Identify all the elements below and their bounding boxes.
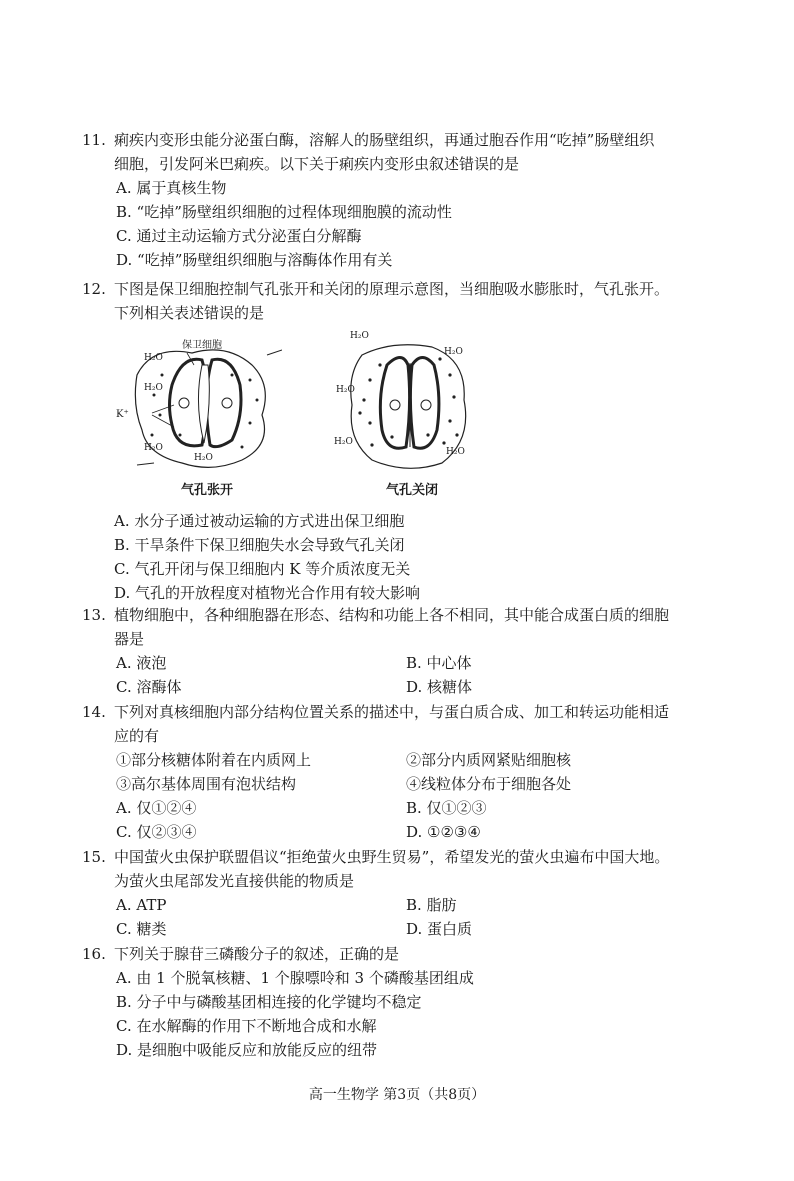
stoma-open-figure xyxy=(116,335,282,498)
question-stem: 应的有 xyxy=(114,727,160,745)
stoma-closed-figure xyxy=(334,331,482,498)
question-stem: 细胞，引发阿米巴痢疾。以下关于痢疾内变形虫叙述错误的是 xyxy=(114,155,520,173)
question-stem: 为萤火虫尾部发光直接供能的物质是 xyxy=(114,872,355,890)
option-a: A. 液泡 xyxy=(116,654,167,672)
option-b: B. “吃掉”肠壁组织细胞的过程体现细胞膜的流动性 xyxy=(116,203,452,221)
option-c: C. 糖类 xyxy=(116,920,167,938)
option-a: A. 由 1 个脱氧核糖、1 个腺嘌呤和 3 个磷酸基团组成 xyxy=(116,969,474,987)
option-c: C. 仅②③④ xyxy=(116,823,197,841)
option-b: B. 脂肪 xyxy=(406,896,457,914)
option-c: C. 在水解酶的作用下不断地合成和水解 xyxy=(116,1017,377,1035)
statement-3: ③高尔基体周围有泡状结构 xyxy=(116,775,297,793)
question-number: 13. xyxy=(82,606,106,624)
question-stem: 下列相关表述错误的是 xyxy=(114,304,265,322)
option-d: D. 蛋白质 xyxy=(406,920,473,938)
question-number: 14. xyxy=(82,703,106,721)
option-b: B. 中心体 xyxy=(406,654,472,672)
statement-2: ②部分内质网紧贴细胞核 xyxy=(406,751,572,769)
water-label: H₂O xyxy=(350,331,369,341)
water-label: H₂O xyxy=(144,383,163,393)
potassium-label: K⁺ xyxy=(116,409,129,420)
question-stem: 中国萤火虫保护联盟倡议“拒绝萤火虫野生贸易”，希望发光的萤火虫遍布中国大地。 xyxy=(114,848,670,866)
question-stem: 植物细胞中，各种细胞器在形态、结构和功能上各不相同，其中能合成蛋白质的细胞 xyxy=(114,606,670,624)
option-a: A. ATP xyxy=(116,896,167,914)
question-stem: 器是 xyxy=(114,630,145,648)
option-b: B. 分子中与磷酸基团相连接的化学键均不稳定 xyxy=(116,993,422,1011)
question-11 xyxy=(82,128,722,272)
stomata-figure xyxy=(116,331,722,498)
option-b: B. 仅①②③ xyxy=(406,799,487,817)
option-a: A. 水分子通过被动运输的方式进出保卫细胞 xyxy=(114,512,405,530)
question-number: 16. xyxy=(82,945,106,963)
question-stem: 下图是保卫细胞控制气孔张开和关闭的原理示意图，当细胞吸水膨胀时，气孔张开。 xyxy=(114,280,670,298)
figure-caption-closed: 气孔关闭 xyxy=(385,483,438,498)
option-d: D. 是细胞中吸能反应和放能反应的纽带 xyxy=(116,1041,378,1059)
question-14 xyxy=(82,700,722,844)
option-c: C. 通过主动运输方式分泌蛋白分解酶 xyxy=(116,227,362,245)
question-12 xyxy=(82,277,722,605)
water-label: H₂O xyxy=(336,385,355,395)
question-16 xyxy=(82,942,722,1062)
option-c: C. 气孔开闭与保卫细胞内 K 等介质浓度无关 xyxy=(114,560,411,578)
page-footer: 高一生物学 第3页（共8页） xyxy=(308,1087,486,1103)
question-number: 15. xyxy=(82,848,106,866)
figure-caption-open: 气孔张开 xyxy=(180,483,233,498)
question-stem: 痢疾内变形虫能分泌蛋白酶，溶解人的肠壁组织，再通过胞吞作用“吃掉”肠壁组织 xyxy=(114,131,655,149)
water-label: H₂O xyxy=(444,347,463,357)
option-c: C. 溶酶体 xyxy=(116,678,182,696)
option-b: B. 干旱条件下保卫细胞失水会导致气孔关闭 xyxy=(114,536,405,554)
option-d: D. ①②③④ xyxy=(406,823,481,841)
water-label: H₂O xyxy=(446,447,465,457)
guard-cell-label: 保卫细胞 xyxy=(182,340,222,351)
option-d: D. “吃掉”肠壁组织细胞与溶酶体作用有关 xyxy=(116,251,393,269)
question-13 xyxy=(82,603,722,699)
question-15 xyxy=(82,845,722,941)
option-d: D. 气孔的开放程度对植物光合作用有较大影响 xyxy=(114,584,421,602)
option-a: A. 属于真核生物 xyxy=(116,179,227,197)
water-label: H₂O xyxy=(334,437,353,447)
option-d: D. 核糖体 xyxy=(406,678,473,696)
water-label: H₂O xyxy=(144,443,163,453)
statement-1: ①部分核糖体附着在内质网上 xyxy=(116,751,312,769)
water-label: H₂O xyxy=(144,353,163,363)
question-number: 12. xyxy=(82,280,106,298)
question-stem: 下列对真核细胞内部分结构位置关系的描述中，与蛋白质合成、加工和转运功能相适 xyxy=(114,703,670,721)
question-stem: 下列关于腺苷三磷酸分子的叙述，正确的是 xyxy=(114,945,400,963)
statement-4: ④线粒体分布于细胞各处 xyxy=(406,775,572,793)
question-number: 11. xyxy=(82,131,106,149)
water-label: H₂O xyxy=(194,453,213,463)
option-a: A. 仅①②④ xyxy=(116,799,197,817)
